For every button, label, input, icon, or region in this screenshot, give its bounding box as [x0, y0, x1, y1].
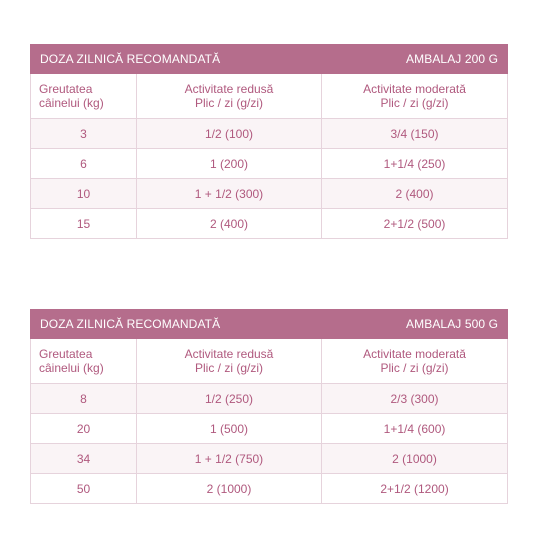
- column-header-low-activity: [137, 74, 322, 119]
- moderate-activity-cell: 2 (1000): [322, 444, 508, 474]
- moderate-activity-cell: 3/4 (150): [322, 119, 508, 149]
- moderate-activity-cell: 2/3 (300): [322, 384, 508, 414]
- weight-cell: 50: [31, 474, 137, 504]
- table-row: [31, 119, 508, 149]
- table-row: [31, 384, 508, 414]
- header-line: Greutatea: [39, 347, 93, 361]
- column-header-moderate-activity: [322, 339, 508, 384]
- table-row: [31, 474, 508, 504]
- table-row: [31, 444, 508, 474]
- header-line: Plic / zi (g/zi): [194, 361, 263, 375]
- dose-table-200g: [30, 44, 508, 239]
- low-activity-cell: 1 (200): [137, 149, 322, 179]
- column-header-moderate-activity: [322, 74, 508, 119]
- header-line: Activitate moderată: [363, 347, 466, 361]
- package-size: AMBALAJ 200 G: [406, 52, 499, 66]
- low-activity-cell: 1 + 1/2 (750): [137, 444, 322, 474]
- low-activity-cell: 1 (500): [137, 414, 322, 444]
- moderate-activity-cell: 1+1/4 (250): [322, 149, 508, 179]
- header-line: câinelui (kg): [39, 361, 104, 375]
- weight-cell: 15: [31, 209, 137, 239]
- package-size: AMBALAJ 500 G: [406, 317, 499, 331]
- low-activity-cell: 2 (400): [137, 209, 322, 239]
- moderate-activity-cell: 2+1/2 (500): [322, 209, 508, 239]
- low-activity-cell: 1/2 (100): [137, 119, 322, 149]
- header-line: Activitate redusă: [184, 82, 274, 96]
- moderate-activity-cell: 2+1/2 (1200): [322, 474, 508, 504]
- weight-cell: 8: [31, 384, 137, 414]
- weight-cell: 10: [31, 179, 137, 209]
- moderate-activity-cell: 1+1/4 (600): [322, 414, 508, 444]
- table-row: [31, 414, 508, 444]
- header-line: Activitate redusă: [184, 347, 274, 361]
- column-header-weight: [31, 339, 137, 384]
- column-headers: [31, 339, 508, 384]
- table-title: DOZA ZILNICĂ RECOMANDATĂ: [40, 317, 221, 331]
- weight-cell: 6: [31, 149, 137, 179]
- table-title: DOZA ZILNICĂ RECOMANDATĂ: [40, 52, 221, 66]
- table-row: [31, 149, 508, 179]
- table-row: [31, 179, 508, 209]
- table-header: [31, 310, 508, 339]
- low-activity-cell: 1/2 (250): [137, 384, 322, 414]
- header-line: Plic / zi (g/zi): [380, 96, 449, 110]
- weight-cell: 3: [31, 119, 137, 149]
- dose-table-500g: [30, 309, 508, 504]
- low-activity-cell: 1 + 1/2 (300): [137, 179, 322, 209]
- weight-cell: 20: [31, 414, 137, 444]
- header-line: Plic / zi (g/zi): [194, 96, 263, 110]
- table-header: [31, 45, 508, 74]
- table-row: [31, 209, 508, 239]
- weight-cell: 34: [31, 444, 137, 474]
- header-line: Greutatea: [39, 82, 93, 96]
- column-header-low-activity: [137, 339, 322, 384]
- moderate-activity-cell: 2 (400): [322, 179, 508, 209]
- header-line: câinelui (kg): [39, 96, 104, 110]
- low-activity-cell: 2 (1000): [137, 474, 322, 504]
- column-headers: [31, 74, 508, 119]
- header-line: Plic / zi (g/zi): [380, 361, 449, 375]
- column-header-weight: [31, 74, 137, 119]
- header-line: Activitate moderată: [363, 82, 466, 96]
